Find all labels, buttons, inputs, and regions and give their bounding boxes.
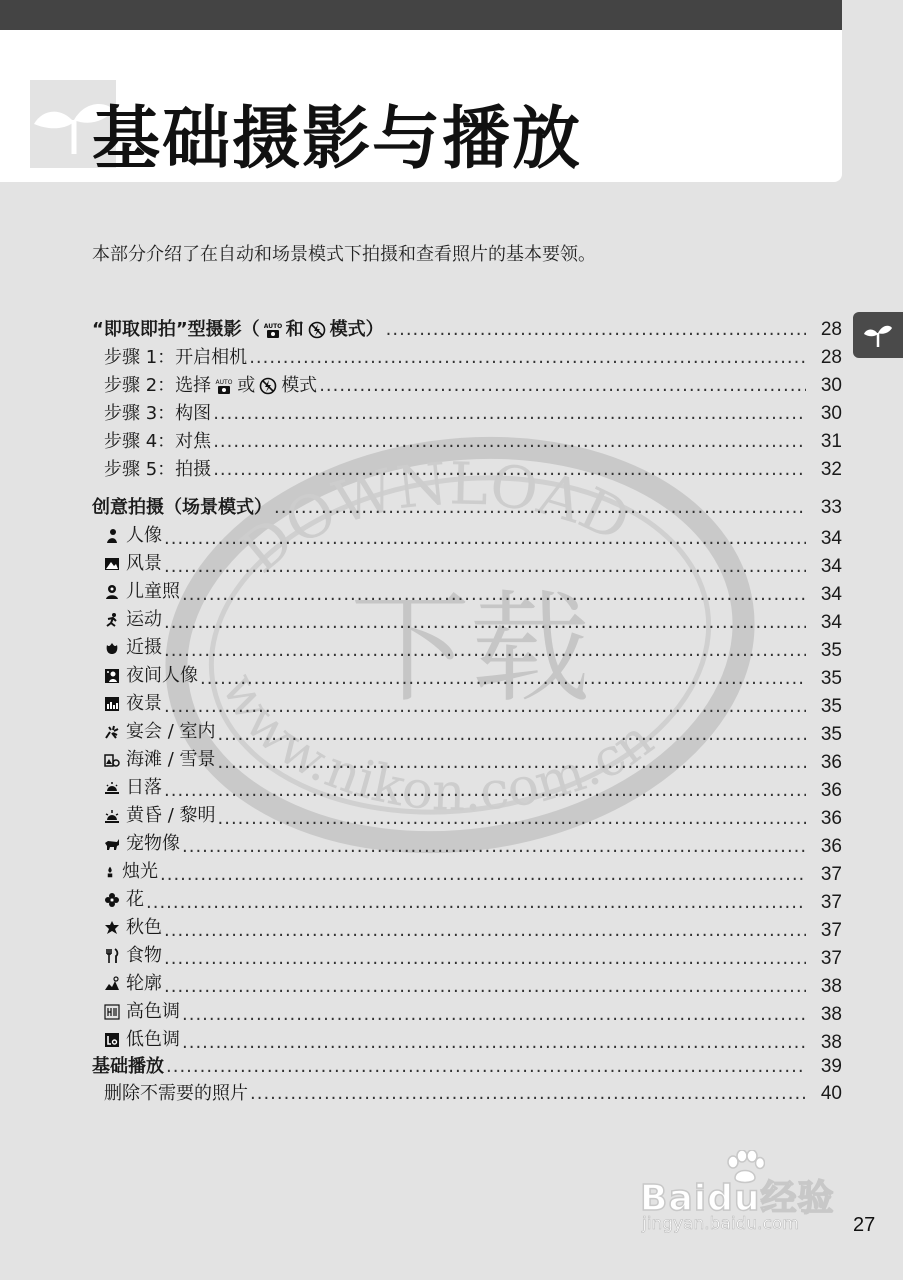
- toc-label-suffix: 模式）: [329, 319, 384, 340]
- toc-scene-pet[interactable]: [104, 830, 842, 858]
- page-ref: 34: [820, 556, 842, 577]
- beach-snow-icon: [104, 752, 120, 768]
- sprout-icon: [863, 321, 893, 349]
- toc-scene-food[interactable]: [104, 942, 842, 970]
- dot-leader: [218, 805, 806, 833]
- toc-label: 步骤 3：构图: [104, 403, 212, 424]
- page-ref: 28: [820, 347, 842, 368]
- toc-label: 宴会 / 室内: [126, 721, 216, 742]
- toc-label-or: 或: [237, 375, 256, 396]
- dot-leader: [319, 372, 806, 400]
- high-key-icon: [104, 1004, 120, 1020]
- toc-scene-night-landscape[interactable]: [104, 690, 842, 718]
- watermark-top-text: DOWNLOAD: [227, 449, 641, 586]
- page-ref: 35: [820, 640, 842, 661]
- toc-scene-closeup[interactable]: [104, 634, 842, 662]
- toc-label: 人像: [126, 525, 162, 546]
- page-ref: 36: [820, 808, 842, 829]
- toc-label: 宠物像: [126, 833, 180, 854]
- pet-icon: [104, 836, 120, 852]
- dot-leader: [213, 428, 806, 456]
- dot-leader: [164, 777, 806, 805]
- dot-leader: [164, 553, 806, 581]
- toc-scene-beach-snow[interactable]: [104, 746, 842, 774]
- toc-label: 夜景: [126, 693, 162, 714]
- toc-step-4[interactable]: [104, 428, 842, 456]
- toc-scene-portrait[interactable]: [104, 522, 842, 550]
- toc-scene-night-portrait[interactable]: [104, 662, 842, 690]
- watermark-center-text: 下载: [350, 580, 590, 719]
- toc-label: 运动: [126, 609, 162, 630]
- toc-label: 步骤 5：拍摄: [104, 459, 212, 480]
- night-portrait-icon: [104, 668, 120, 684]
- toc-label: 秋色: [126, 917, 162, 938]
- toc-scene-party[interactable]: [104, 718, 842, 746]
- toc-label: 基础播放: [92, 1056, 164, 1077]
- toc-step-3[interactable]: [104, 400, 842, 428]
- sunset-icon: [104, 780, 120, 796]
- toc-label: 食物: [126, 945, 162, 966]
- dusk-dawn-icon: [104, 808, 120, 824]
- dot-leader: [386, 316, 806, 344]
- toc-label-prefix: “即取即拍”型摄影（: [92, 319, 260, 340]
- svg-text:AUTO: AUTO: [215, 379, 233, 386]
- dot-leader: [213, 456, 806, 484]
- page-ref: 36: [820, 836, 842, 857]
- dot-leader: [164, 945, 806, 973]
- autumn-icon: [104, 920, 120, 936]
- page-ref: 28: [820, 319, 842, 340]
- dot-leader: [249, 344, 806, 372]
- dot-leader: [164, 637, 806, 665]
- toc-label: 高色调: [126, 1001, 180, 1022]
- page-title: 基础摄影与播放: [92, 100, 583, 179]
- toc-label: 花: [126, 889, 144, 910]
- toc-section-playback[interactable]: [92, 1053, 842, 1081]
- dot-leader: [164, 525, 806, 553]
- dot-leader: [182, 581, 806, 609]
- low-key-icon: [104, 1032, 120, 1048]
- page-ref: 32: [820, 459, 842, 480]
- page-ref: 38: [820, 976, 842, 997]
- page-ref: 33: [820, 497, 842, 518]
- auto-mode-icon: [215, 377, 233, 395]
- dot-leader: [218, 749, 806, 777]
- toc-scene-landscape[interactable]: [104, 550, 842, 578]
- dot-leader: [274, 494, 806, 522]
- portrait-icon: [104, 528, 120, 544]
- silhouette-icon: [104, 976, 120, 992]
- page-number: 27: [853, 1214, 876, 1236]
- night-landscape-icon: [104, 696, 120, 712]
- toc-label: 轮廓: [126, 973, 162, 994]
- toc-scene-high-key[interactable]: [104, 998, 842, 1026]
- toc-scene-sunset[interactable]: [104, 774, 842, 802]
- intro-text: 本部分介绍了在自动和场景模式下拍摄和查看照片的基本要领。: [92, 244, 596, 265]
- page-ref: 37: [820, 892, 842, 913]
- candle-icon: [104, 864, 116, 880]
- dot-leader: [164, 917, 806, 945]
- dot-leader: [164, 693, 806, 721]
- party-icon: [104, 724, 120, 740]
- page-ref: 30: [820, 375, 842, 396]
- page-ref: 40: [820, 1083, 842, 1104]
- baidu-logo: Baidu经验: [640, 1178, 835, 1219]
- page-ref: 35: [820, 668, 842, 689]
- toc-label: 黄昏 / 黎明: [126, 805, 216, 826]
- page-ref: 35: [820, 724, 842, 745]
- toc-label: 海滩 / 雪景: [126, 749, 216, 770]
- toc-label: 日落: [126, 777, 162, 798]
- food-icon: [104, 948, 120, 964]
- toc-label: 烛光: [122, 861, 158, 882]
- toc-scene-silhouette[interactable]: [104, 970, 842, 998]
- page-ref: 34: [820, 528, 842, 549]
- page-ref: 39: [820, 1056, 842, 1077]
- page-ref: 37: [820, 920, 842, 941]
- landscape-icon: [104, 556, 120, 572]
- dot-leader: [164, 973, 806, 1001]
- dot-leader: [166, 1053, 806, 1081]
- toc-scene-candle[interactable]: [104, 858, 842, 886]
- dot-leader: [200, 665, 806, 693]
- page-ref: 31: [820, 431, 842, 452]
- toc-step-1[interactable]: [104, 344, 842, 372]
- page-ref: 30: [820, 403, 842, 424]
- page-ref: 34: [820, 584, 842, 605]
- toc-scene-dusk-dawn[interactable]: [104, 802, 842, 830]
- chapter-tab[interactable]: [853, 312, 903, 358]
- dot-leader: [218, 721, 806, 749]
- toc-step-5[interactable]: [104, 456, 842, 484]
- page-ref: 38: [820, 1004, 842, 1025]
- dot-leader: [160, 861, 806, 889]
- toc-label: 夜间人像: [126, 665, 198, 686]
- baidu-url: jingyan.baidu.com: [642, 1214, 799, 1234]
- toc-label-suffix: 模式: [281, 375, 318, 396]
- toc-playback-delete[interactable]: [104, 1080, 842, 1108]
- toc-section-auto[interactable]: [92, 316, 842, 344]
- page-ref: 35: [820, 696, 842, 717]
- toc-scene-low-key[interactable]: [104, 1026, 842, 1054]
- toc-scene-sports[interactable]: [104, 606, 842, 634]
- page-ref: 38: [820, 1032, 842, 1053]
- sports-icon: [104, 612, 120, 628]
- dot-leader: [250, 1080, 806, 1108]
- dot-leader: [213, 400, 806, 428]
- toc-scene-blossom[interactable]: [104, 886, 842, 914]
- toc-label: 儿童照: [126, 581, 180, 602]
- toc-label-and: 和: [285, 319, 304, 340]
- toc-step-2[interactable]: [104, 372, 842, 400]
- toc-label: 步骤 1：开启相机: [104, 347, 248, 368]
- top-bar: [0, 0, 842, 30]
- page-ref: 37: [820, 948, 842, 969]
- dot-leader: [164, 609, 806, 637]
- page-ref: 34: [820, 612, 842, 633]
- no-flash-auto-icon: [259, 377, 277, 395]
- baidu-jingyan-watermark: [640, 1150, 850, 1240]
- auto-mode-icon: [264, 321, 282, 339]
- toc-label-prefix: 步骤 2：选择: [104, 375, 212, 396]
- child-icon: [104, 584, 120, 600]
- toc-label: 删除不需要的照片: [104, 1083, 248, 1104]
- svg-text:AUTO: AUTO: [263, 323, 282, 330]
- toc-label: 步骤 4：对焦: [104, 431, 212, 452]
- toc-label: 低色调: [126, 1029, 180, 1050]
- toc-scene-child[interactable]: [104, 578, 842, 606]
- dot-leader: [182, 833, 806, 861]
- toc-label: 创意拍摄（场景模式）: [92, 497, 272, 518]
- page-ref: 36: [820, 780, 842, 801]
- no-flash-auto-icon: [308, 321, 326, 339]
- toc-section-scene[interactable]: [92, 494, 842, 522]
- watermark-bottom-text: www.nikon.com.cn: [209, 664, 665, 824]
- toc-scene-autumn[interactable]: [104, 914, 842, 942]
- blossom-icon: [104, 892, 120, 908]
- dot-leader: [146, 889, 806, 917]
- toc-label: 近摄: [126, 637, 162, 658]
- page-ref: 37: [820, 864, 842, 885]
- page-ref: 36: [820, 752, 842, 773]
- toc-label: 风景: [126, 553, 162, 574]
- dot-leader: [182, 1001, 806, 1029]
- closeup-icon: [104, 640, 120, 656]
